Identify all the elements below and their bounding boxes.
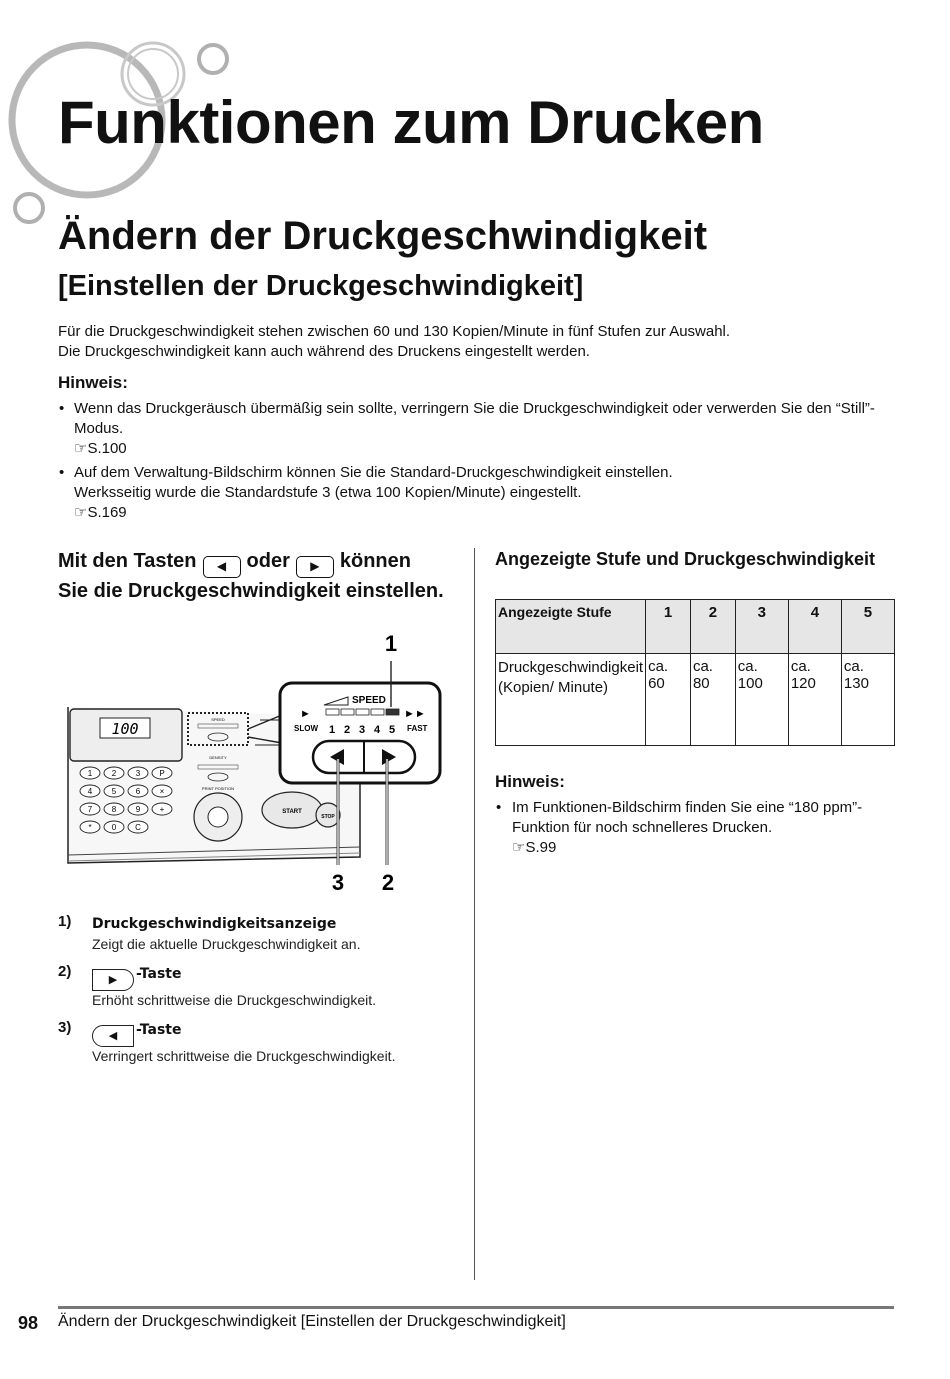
keypad-key-label: 3 [135, 769, 141, 778]
table-cell: ca. 130 [841, 654, 894, 746]
speed-level-indicator [371, 709, 384, 715]
heading-text: Sie die Druckgeschwindigkeit einstellen. [58, 580, 444, 602]
bullet: • [59, 464, 65, 481]
callout-title: -Taste [136, 1022, 182, 1038]
chapter-title: Funktionen zum Drucken [58, 89, 764, 156]
intro-line-1: Für die Druckgeschwindigkeit stehen zwischen 60 und 130 Kopien/Minute in fünf Stufen zur Auswahl. [58, 323, 731, 340]
left-column-heading [58, 548, 478, 604]
hint-heading: Hinweis: [58, 373, 128, 392]
svg-text:DENSITY: DENSITY [209, 755, 227, 760]
speed-level-indicator [386, 709, 399, 715]
right-key-icon: ▶ [296, 556, 334, 578]
page-reference-link[interactable]: ☞S.99 [512, 839, 557, 856]
speed-level-label: 2 [343, 724, 351, 736]
speed-level-label: 1 [328, 724, 336, 736]
svg-text:►: ► [300, 708, 311, 720]
keypad-key-label: 0 [111, 823, 117, 832]
right-column-heading: Angezeigte Stufe und Druckgeschwindigkeit [495, 549, 876, 569]
callout-item [58, 1019, 458, 1065]
hint-list-2 [495, 798, 900, 858]
speed-level-label: 5 [388, 724, 396, 736]
keypad-key-label: × [159, 787, 165, 796]
table-cell: ca. 80 [690, 654, 735, 746]
callout-description: Zeigt die aktuelle Druckgeschwindigkeit an. [92, 936, 361, 952]
svg-text:PRINT POSITION: PRINT POSITION [201, 786, 235, 791]
keypad-key-label: P [159, 769, 165, 778]
keypad-key-label: 9 [135, 805, 141, 814]
bullet: • [496, 799, 502, 816]
table-row [496, 654, 895, 746]
table-header-cell: 4 [788, 600, 841, 654]
hint-text-2: Werksseitig wurde die Standardstufe 3 (etwa 100 Kopien/Minute) eingestellt. [74, 484, 582, 501]
slow-label: SLOW [294, 724, 318, 733]
hint-text: Auf dem Verwaltung-Bildschirm können Sie die Standard-Druckgeschwindigkeit einstellen. [74, 464, 673, 481]
bullet: • [59, 400, 65, 417]
callout-2: 2 [381, 870, 395, 895]
callout-number: 3) [58, 1019, 72, 1036]
callout-descriptions [58, 913, 458, 1075]
hint-list [58, 399, 903, 527]
speed-level-indicator [356, 709, 369, 715]
table-cell: ca. 100 [735, 654, 788, 746]
hint-item [495, 798, 900, 858]
keypad-key-label: 5 [111, 787, 117, 796]
table-header-cell: 3 [735, 600, 788, 654]
hint-item [58, 463, 903, 523]
hint-item [58, 399, 903, 459]
heading-text: Mit den Tasten [58, 550, 197, 572]
callout-number: 1) [58, 913, 72, 930]
keypad-key-label: * [88, 823, 92, 832]
callout-3: 3 [331, 870, 345, 895]
keypad-key-label: 4 [87, 787, 93, 796]
svg-text:►►: ►► [404, 708, 426, 720]
svg-text:SPEED: SPEED [211, 717, 225, 722]
speed-level-indicator [326, 709, 339, 715]
keypad-key-label: C [135, 823, 141, 832]
heading-text: oder [246, 550, 290, 572]
svg-text:STOP: STOP [321, 814, 335, 820]
control-panel-illustration [60, 625, 460, 900]
callout-item [58, 963, 458, 1009]
right-key-icon: ▶ [92, 969, 134, 991]
callout-description: Erhöht schrittweise die Druckgeschwindigkeit. [92, 992, 377, 1008]
fast-label: FAST [407, 724, 428, 733]
left-key-icon: ◀ [92, 1025, 134, 1047]
speed-level-indicator [341, 709, 354, 715]
intro-text [58, 322, 898, 362]
callout-number: 2) [58, 963, 72, 980]
sub-title: [Einstellen der Druckgeschwindigkeit] [58, 270, 584, 302]
column-divider [474, 548, 475, 1280]
svg-text:START: START [282, 809, 302, 815]
table-header-row [496, 600, 895, 654]
speed-label: SPEED [352, 695, 386, 706]
callout-title: Druckgeschwindigkeitsanzeige [92, 916, 337, 932]
page-number: 98 [18, 1313, 39, 1333]
heading-text: können [339, 550, 411, 572]
table-row-label: Druckgeschwindigkeit (Kopien/ Minute) [496, 654, 646, 746]
keypad-key-label: + [159, 805, 165, 814]
display-value: 100 [111, 720, 139, 738]
table-cell: ca. 60 [646, 654, 691, 746]
keypad-key-label: 6 [135, 787, 141, 796]
page-reference-link[interactable]: ☞S.100 [74, 440, 127, 457]
callout-1: 1 [384, 631, 398, 656]
intro-line-2: Die Druckgeschwindigkeit kann auch während des Druckens eingestellt werden. [58, 343, 590, 360]
callout-item [58, 913, 458, 953]
hint-text: Im Funktionen-Bildschirm finden Sie eine “180 ppm”-Funktion für noch schnelleres Drucken. [512, 799, 863, 836]
hint-text: Wenn das Druckgeräusch übermäßig sein sollte, verringern Sie die Druckgeschwindigkeit oder verwerden Sie den “Still”-Modus. [74, 400, 875, 437]
speed-table [495, 599, 895, 746]
section-title: Ändern der Druckgeschwindigkeit [58, 214, 708, 258]
table-cell: ca. 120 [788, 654, 841, 746]
callout-description: Verringert schrittweise die Druckgeschwindigkeit. [92, 1048, 396, 1064]
keypad-key-label: 8 [111, 805, 117, 814]
speed-level-label: 3 [358, 724, 366, 736]
keypad-key-label: 1 [87, 769, 93, 778]
left-key-icon: ◀ [203, 556, 241, 578]
table-header-cell: Angezeigte Stufe [496, 600, 646, 654]
table-header-cell: 5 [841, 600, 894, 654]
hint-heading-2: Hinweis: [495, 772, 565, 791]
keypad-key-label: 7 [87, 805, 93, 814]
table-header-cell: 2 [690, 600, 735, 654]
keypad-key-label: 2 [111, 769, 117, 778]
footer-rule [58, 1306, 894, 1309]
footer-text: Ändern der Druckgeschwindigkeit [Einstellen der Druckgeschwindigkeit] [58, 1313, 566, 1330]
speed-level-label: 4 [373, 724, 381, 736]
table-header-cell: 1 [646, 600, 691, 654]
page-reference-link[interactable]: ☞S.169 [74, 504, 127, 521]
callout-title: -Taste [136, 966, 182, 982]
